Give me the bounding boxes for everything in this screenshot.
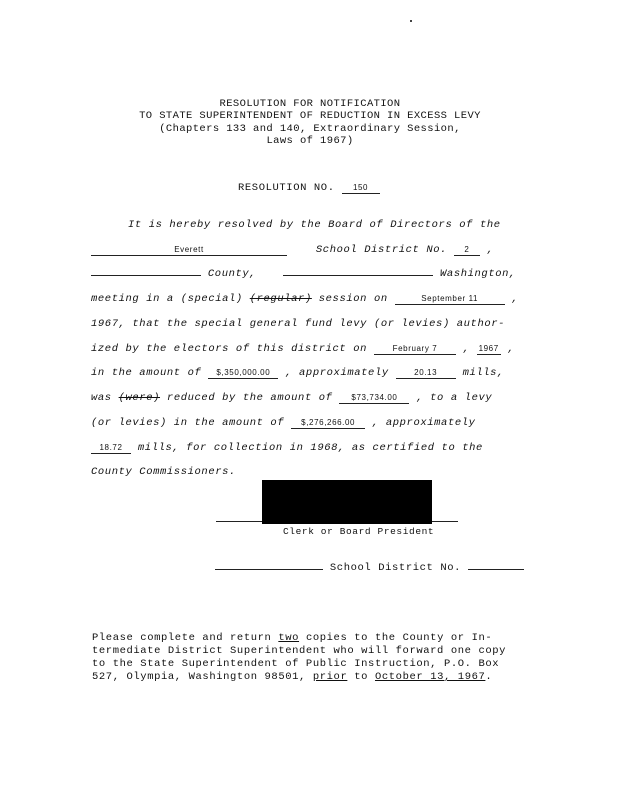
levy-amount-field: $,276,266.00 [291, 418, 365, 429]
body-line-10 [91, 442, 483, 454]
authorized-amount-field: $,350,000.00 [208, 368, 278, 379]
election-year-field: 1967 [478, 344, 499, 353]
county-name-field [91, 275, 201, 276]
body-line-4: meeting in a (special) (regular) session on September 11 , [91, 293, 519, 305]
approximately-text: , approximately [285, 367, 389, 379]
body-line-3 [91, 268, 516, 280]
authorized-mills-field: 20.13 [396, 368, 456, 379]
body-line-8 [91, 392, 492, 404]
footer-two: two [278, 632, 300, 644]
scan-speck [410, 20, 412, 22]
county-label: County, [207, 268, 257, 280]
reduced-text: reduced by the amount of [166, 392, 333, 404]
body-line-7 [91, 367, 504, 379]
meeting-date-field: September 11 [395, 294, 505, 305]
body-line-6: ized by the electors of this district on February 7 , 1967 , [91, 343, 515, 355]
footer-to: to [354, 671, 369, 683]
meeting-text: meeting in a (special) [91, 293, 243, 305]
resolution-number-line [238, 182, 380, 194]
washington-label: Washington, [440, 268, 516, 280]
authorized-text: ized by the electors of this district on [91, 343, 368, 355]
body-line-9 [91, 417, 476, 429]
mills-text: mills, [462, 367, 504, 379]
signature-caption: Clerk or Board President [283, 526, 435, 537]
footer-line-3: to the State Superintendent of Public Instruction, P.O. Box [92, 658, 500, 670]
to-a-levy-text: , to a levy [416, 392, 493, 404]
session-on-text: session on [318, 293, 388, 305]
heading-line-4: Laws of 1967) [266, 135, 354, 147]
redacted-signature [262, 480, 432, 524]
reduced-by-field: $73,734.00 [339, 393, 409, 404]
levies-amount-text: (or levies) in the amount of [91, 417, 285, 429]
approximately-text-2: , approximately [372, 417, 476, 429]
was-text: was [91, 392, 112, 404]
amount-of-text: in the amount of [91, 367, 202, 379]
body-line-11: County Commissioners. [91, 466, 236, 478]
footer-line-2: termediate District Superintendent who will forward one copy [92, 645, 507, 657]
district-no-blank [468, 569, 524, 570]
footer-text-b: copies to the County or In- [305, 632, 493, 644]
footer-line-4: 527, Olympia, Washington 98501, prior to October 13, 1967. [92, 671, 493, 683]
district-name-blank [215, 569, 323, 570]
district-signature-line [215, 562, 524, 574]
footer-prior: prior [312, 671, 348, 683]
body-line-5: 1967, that the special general fund levy (or levies) author- [91, 318, 506, 330]
school-district-no-label: School District No. [329, 562, 462, 574]
heading-line-2: TO STATE SUPERINTENDENT OF REDUCTION IN EXCESS LEVY [139, 110, 481, 122]
heading-line-3: (Chapters 133 and 140, Extraordinary Session, [159, 123, 461, 135]
school-district-label: School District No. [315, 244, 448, 256]
district-number-field: 2 [454, 245, 480, 256]
footer-text-a: Please complete and return [92, 632, 272, 644]
resolution-number: 150 [342, 183, 380, 194]
body-line-2: Everett School District No. 2 , [91, 244, 494, 256]
regular-struck: (regular) [249, 293, 312, 305]
county-blank-field [283, 275, 433, 276]
collection-text: mills, for collection in 1968, as certified to the [137, 442, 483, 454]
heading-line-1: RESOLUTION FOR NOTIFICATION [219, 98, 401, 110]
footer-line-1 [92, 632, 492, 644]
footer-address: 527, Olympia, Washington 98501, [92, 671, 306, 683]
levy-mills-field: 18.72 [91, 443, 131, 454]
were-struck: (were) [118, 392, 161, 404]
resolution-label: RESOLUTION NO. [238, 182, 335, 194]
district-name-field: Everett [91, 245, 287, 256]
footer-deadline: October 13, 1967 [374, 671, 486, 683]
election-date-field: February 7 [374, 344, 456, 355]
body-line-1: It is hereby resolved by the Board of Directors of the [128, 219, 501, 231]
